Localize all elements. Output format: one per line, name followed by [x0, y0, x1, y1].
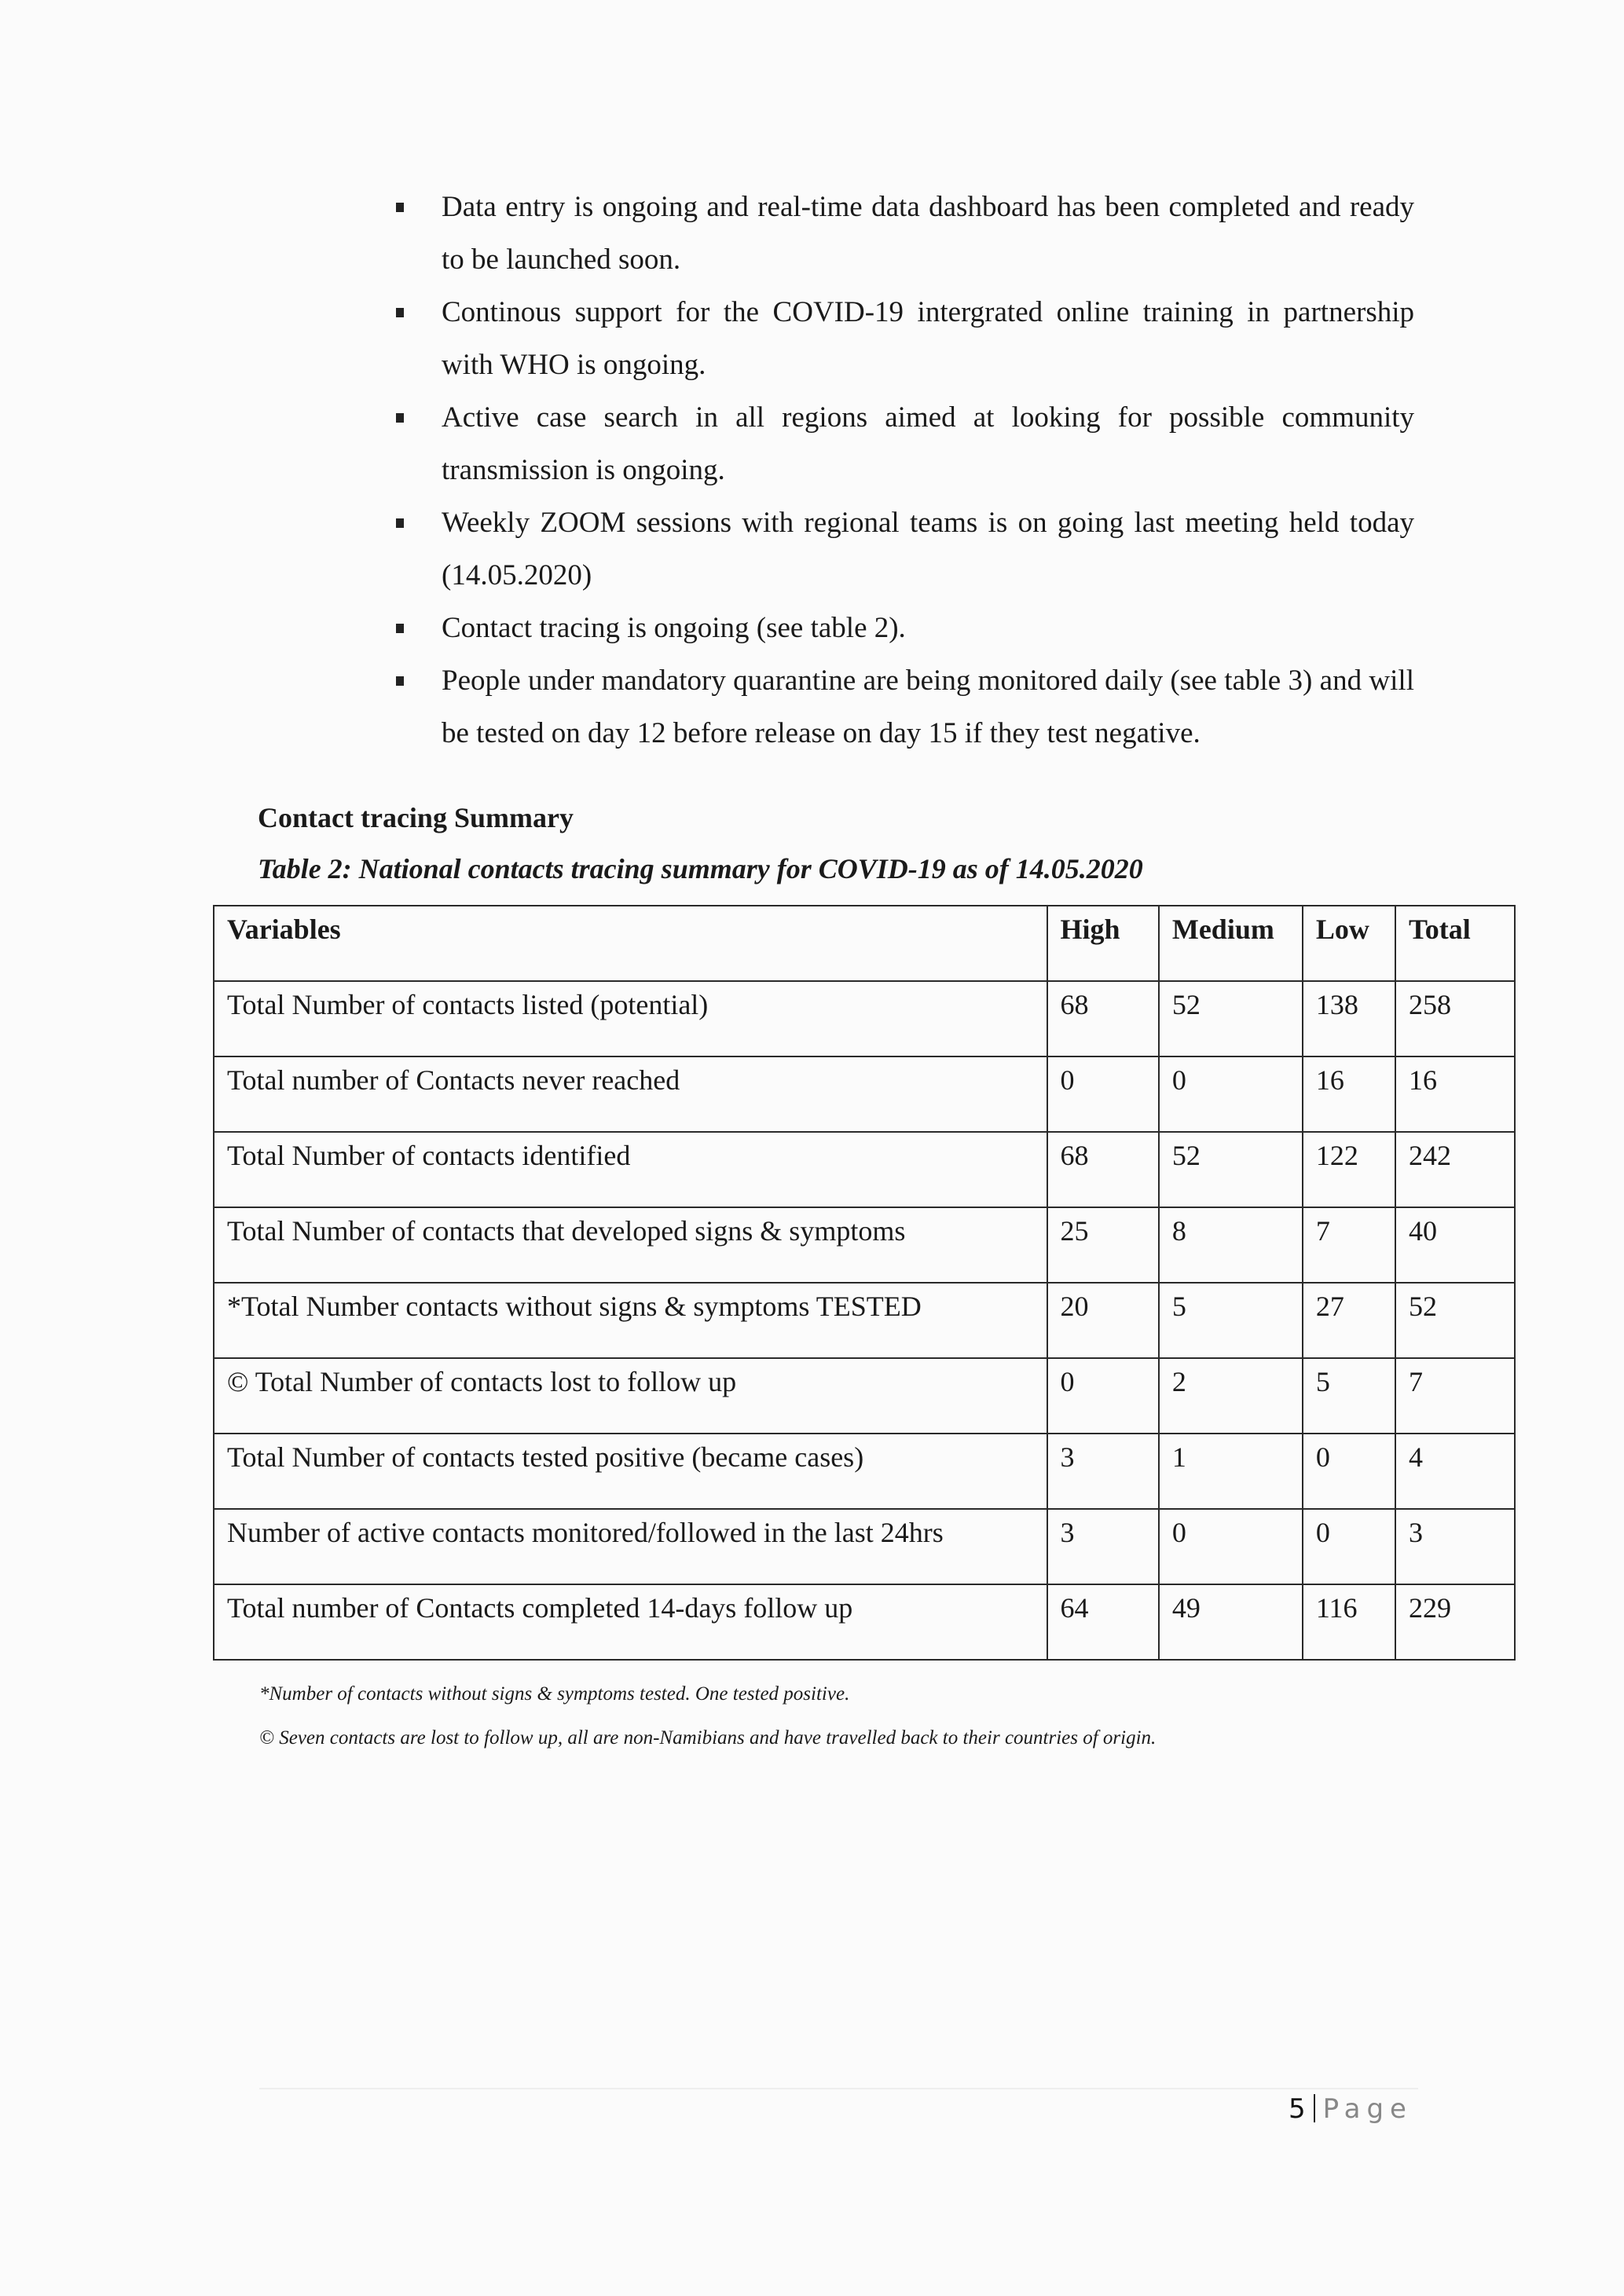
footnote-lost-to-follow-up: © Seven contacts are lost to follow up, all are non-Namibians and have travelled back to their countries of origin. — [259, 1727, 1157, 1749]
table-footnotes — [259, 1681, 1156, 1769]
cell-low: 138 — [1303, 981, 1395, 1056]
table-row — [214, 1283, 1515, 1358]
table-row — [214, 981, 1515, 1056]
cell-total: 3 — [1395, 1509, 1515, 1584]
cell-low: 16 — [1303, 1056, 1395, 1132]
page-label: Page — [1322, 2093, 1413, 2125]
bullet-list — [385, 181, 1414, 760]
contact-tracing-table — [213, 905, 1516, 1661]
cell-low: 122 — [1303, 1132, 1395, 1207]
cell-variable: Total Number of contacts listed (potential) — [214, 981, 1047, 1056]
cell-medium: 52 — [1159, 981, 1303, 1056]
page-number — [1289, 2093, 1413, 2125]
bullet-item — [385, 602, 1414, 654]
bullet-text: People under mandatory quarantine are being monitored daily (see table 3) and will be tested on day 12 before release on day 15 if they test negative. — [442, 665, 1414, 749]
square-bullet-icon — [396, 413, 404, 423]
cell-low: 116 — [1303, 1584, 1395, 1660]
cell-variable: Total number of Contacts completed 14-days follow up — [214, 1584, 1047, 1660]
table-row — [214, 1584, 1515, 1660]
table-row — [214, 1056, 1515, 1132]
table-row — [214, 1434, 1515, 1509]
table-header-row — [214, 906, 1515, 981]
cell-variable: © Total Number of contacts lost to follow up — [214, 1358, 1047, 1434]
cell-medium: 2 — [1159, 1358, 1303, 1434]
bullet-text: Weekly ZOOM sessions with regional teams is on going last meeting held today (14.05.2020) — [442, 507, 1414, 591]
cell-total: 40 — [1395, 1207, 1515, 1283]
square-bullet-icon — [396, 203, 404, 212]
cell-total: 7 — [1395, 1358, 1515, 1434]
header-high: High — [1047, 906, 1159, 981]
cell-low: 7 — [1303, 1207, 1395, 1283]
cell-variable: Total Number of contacts tested positive (became cases) — [214, 1434, 1047, 1509]
cell-variable: Total Number of contacts that developed signs & symptoms — [214, 1207, 1047, 1283]
cell-variable: Total Number of contacts identified — [214, 1132, 1047, 1207]
bullet-item — [385, 391, 1414, 496]
footnote-tested: *Number of contacts without signs & symptoms tested. One tested positive. — [259, 1683, 850, 1705]
cell-high: 25 — [1047, 1207, 1159, 1283]
bullet-item — [385, 496, 1414, 602]
cell-medium: 0 — [1159, 1509, 1303, 1584]
cell-high: 3 — [1047, 1509, 1159, 1584]
bullet-text: Active case search in all regions aimed at looking for possible community transmission is ongoing. — [442, 401, 1414, 486]
bullet-item — [385, 654, 1414, 760]
bullet-item — [385, 181, 1414, 286]
cell-high: 0 — [1047, 1056, 1159, 1132]
cell-total: 4 — [1395, 1434, 1515, 1509]
cell-high: 68 — [1047, 1132, 1159, 1207]
bullet-item — [385, 286, 1414, 391]
table-row — [214, 1207, 1515, 1283]
cell-medium: 49 — [1159, 1584, 1303, 1660]
cell-low: 0 — [1303, 1434, 1395, 1509]
header-total: Total — [1395, 906, 1515, 981]
cell-high: 64 — [1047, 1584, 1159, 1660]
cell-low: 27 — [1303, 1283, 1395, 1358]
cell-total: 16 — [1395, 1056, 1515, 1132]
cell-variable: Number of active contacts monitored/followed in the last 24hrs — [214, 1509, 1047, 1584]
bullet-text: Data entry is ongoing and real-time data dashboard has been completed and ready to be launched soon. — [442, 191, 1414, 276]
square-bullet-icon — [396, 624, 404, 633]
page-separator — [1314, 2094, 1315, 2122]
cell-high: 0 — [1047, 1358, 1159, 1434]
cell-low: 5 — [1303, 1358, 1395, 1434]
table-row — [214, 1132, 1515, 1207]
section-heading: Contact tracing Summary — [258, 802, 574, 833]
header-low: Low — [1303, 906, 1395, 981]
page-number-value: 5 — [1289, 2093, 1306, 2125]
cell-total: 52 — [1395, 1283, 1515, 1358]
cell-total: 229 — [1395, 1584, 1515, 1660]
header-variables: Variables — [214, 906, 1047, 981]
table-row — [214, 1358, 1515, 1434]
cell-high: 3 — [1047, 1434, 1159, 1509]
cell-variable: *Total Number contacts without signs & symptoms TESTED — [214, 1283, 1047, 1358]
cell-medium: 8 — [1159, 1207, 1303, 1283]
square-bullet-icon — [396, 308, 404, 317]
footer-divider — [259, 2088, 1418, 2089]
cell-low: 0 — [1303, 1509, 1395, 1584]
table-caption: Table 2: National contacts tracing summary for COVID-19 as of 14.05.2020 — [258, 853, 1143, 884]
table-row — [214, 1509, 1515, 1584]
square-bullet-icon — [396, 518, 404, 528]
cell-variable: Total number of Contacts never reached — [214, 1056, 1047, 1132]
cell-medium: 1 — [1159, 1434, 1303, 1509]
cell-high: 68 — [1047, 981, 1159, 1056]
cell-medium: 0 — [1159, 1056, 1303, 1132]
cell-high: 20 — [1047, 1283, 1159, 1358]
header-medium: Medium — [1159, 906, 1303, 981]
cell-total: 242 — [1395, 1132, 1515, 1207]
cell-total: 258 — [1395, 981, 1515, 1056]
bullet-text: Contact tracing is ongoing (see table 2). — [442, 612, 906, 644]
cell-medium: 52 — [1159, 1132, 1303, 1207]
square-bullet-icon — [396, 676, 404, 686]
bullet-text: Continous support for the COVID-19 intergrated online training in partnership with WHO is ongoing. — [442, 296, 1414, 381]
cell-medium: 5 — [1159, 1283, 1303, 1358]
